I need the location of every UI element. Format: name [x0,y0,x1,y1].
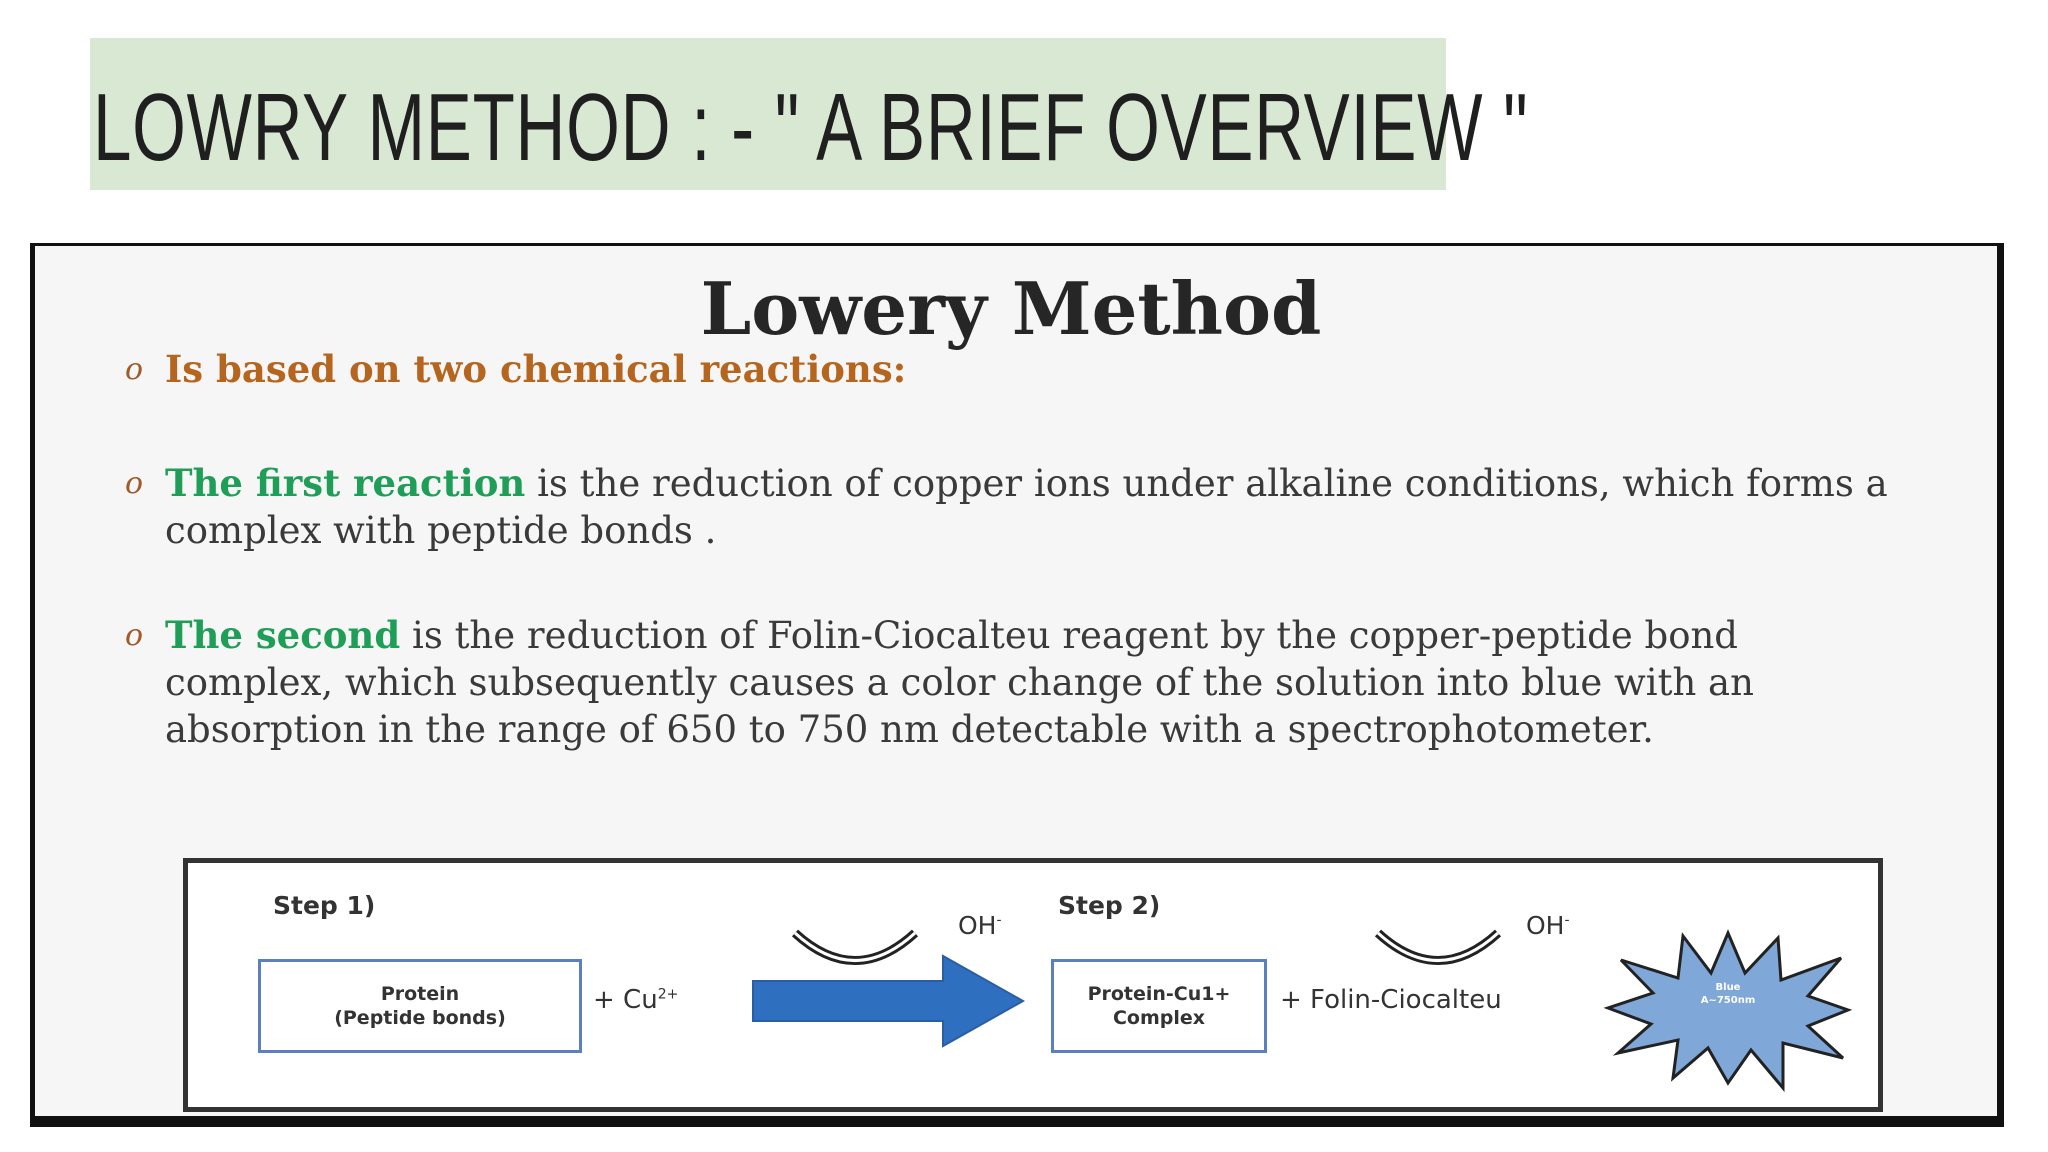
protein-box [258,959,582,1053]
bullet-text: is the reduction of copper ions under alkaline conditions, which forms a complex with peptide bonds . [165,462,1888,552]
copper-ion-label: + $Cu^{2+}$ [593,985,679,1015]
bullet-marker: o [125,466,144,501]
folin-reagent-label: + Folin-Ciocalteu [1280,985,1502,1015]
bullet-highlight: Is based on two chemical reactions: [165,347,907,391]
starburst-label: Blue A~750nm [1700,982,1756,1006]
step-2-label: Step 2) [1058,891,1161,920]
bullet-highlight: The second [165,613,401,657]
hydroxide-label-1: OH- [958,911,1002,940]
bullet-highlight: The first reaction [165,461,526,505]
peptide-bonds-label: (Peptide bonds) [334,1007,506,1029]
step-1-label: Step 1) [273,891,376,920]
hydroxide-label-2: OH- [1526,911,1570,940]
complex-label: Protein-Cu1+ [1087,983,1231,1005]
title-banner [90,38,1529,190]
slide-image [35,246,1997,1116]
reaction-arrow-icon [748,951,1028,1051]
reaction-diagram [183,858,1883,1112]
protein-copper-complex-box [1051,959,1267,1053]
bullet-marker: o [125,352,144,387]
curved-arrow-icon [1368,913,1508,983]
bullet-marker: o [125,618,144,653]
blue-starburst-icon [1603,928,1853,1093]
complex-sub-label: Complex [1112,1007,1206,1029]
bullet-text: is the reduction of Folin-Ciocalteu reagent by the copper-peptide bond complex, which subsequently causes a color change of the solution into blue with an absorption in the range of 650 to 750 nm detectable with a spectrophotometer. [165,614,1754,751]
slide-heading: Lowery Method [700,266,1322,351]
protein-label: Protein [380,983,460,1005]
page-title: LOWRY METHOD : - " A BRIEF OVERVIEW " [93,74,1529,181]
